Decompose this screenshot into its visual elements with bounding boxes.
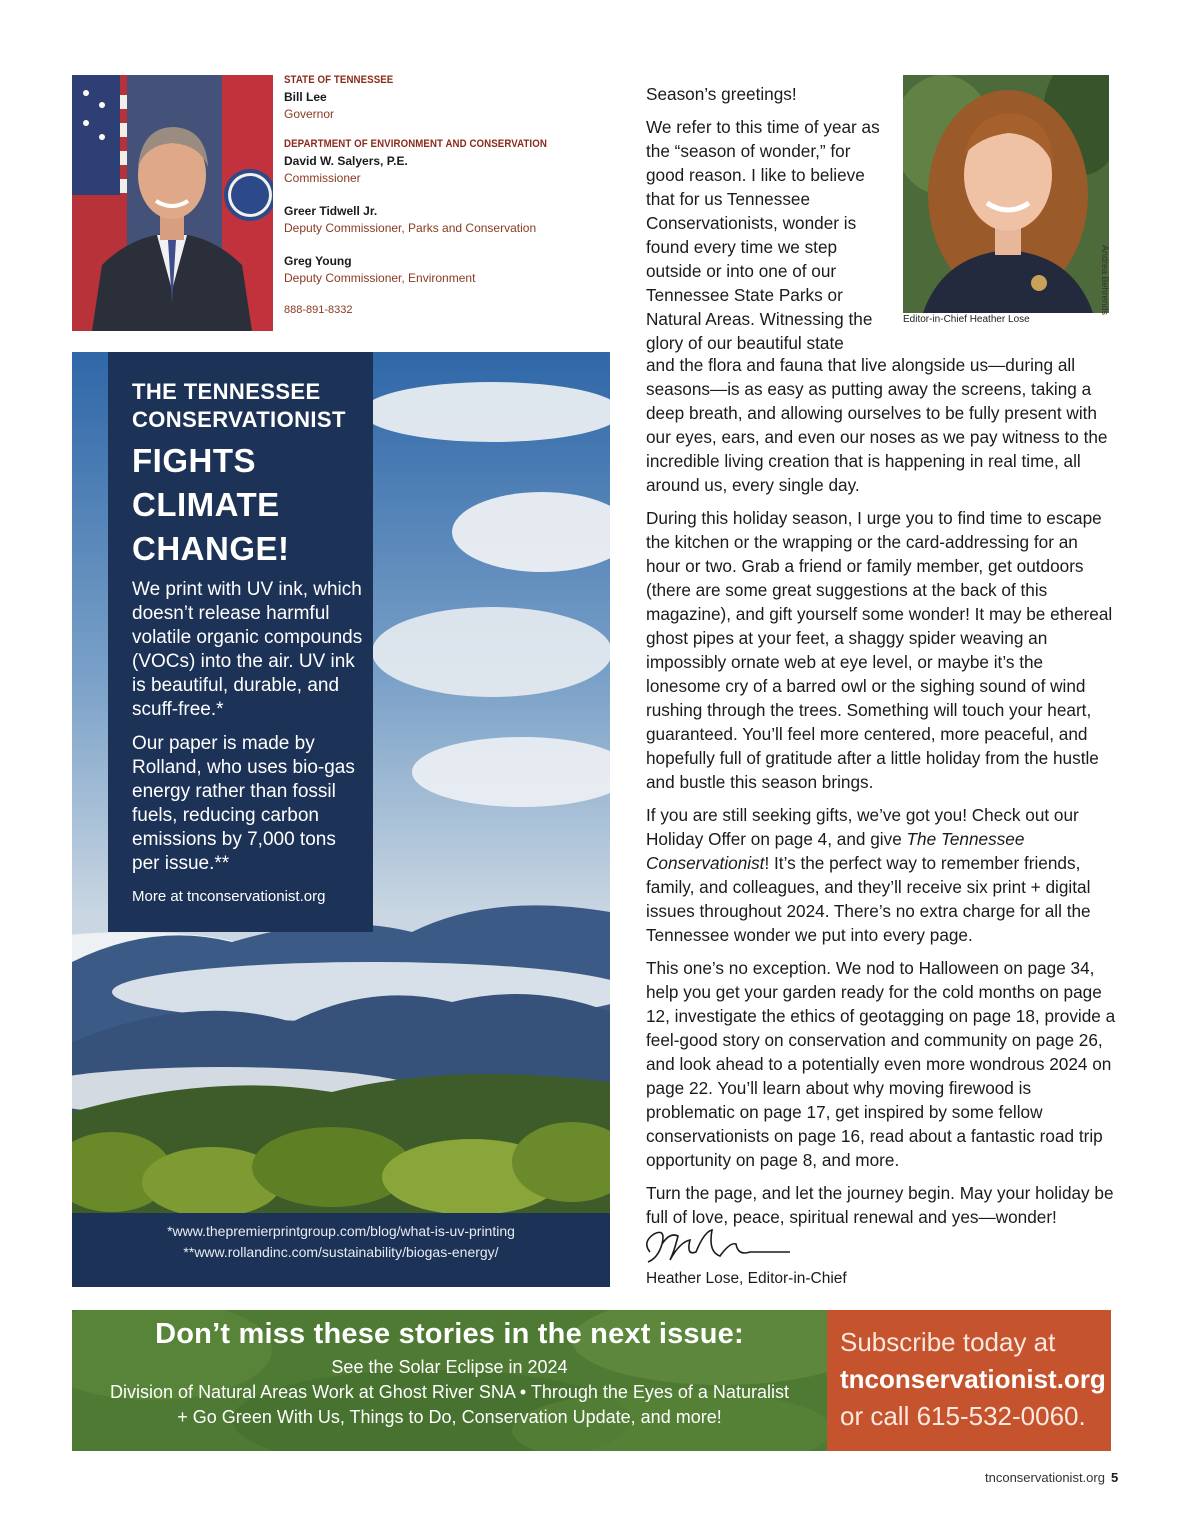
governor-title: Governor: [284, 107, 335, 121]
deputy2-title: Deputy Commissioner, Environment: [284, 271, 476, 285]
banner-story-2: Division of Natural Areas Work at Ghost River SNA • Through the Eyes of a Naturalist: [110, 1382, 789, 1402]
deputy1-name: Greer Tidwell Jr.: [284, 204, 378, 218]
letter-paragraph-5: Turn the page, and let the journey begin. May your holiday be full of love, peace, spiritual renewal and yes—wonder!: [646, 1183, 1114, 1227]
poster-big-line3: CHANGE!: [132, 530, 290, 567]
dept-org: DEPARTMENT OF ENVIRONMENT AND CONSERVATION: [284, 138, 547, 150]
letter-greeting: Season’s greetings!: [646, 84, 797, 104]
signature-icon: [640, 1222, 800, 1277]
poster-paper-paragraph: Our paper is made by Rolland, who uses bio-gas energy rather than fossil fuels, reducing carbon emissions by 7,000 tons per issue.**: [132, 733, 355, 874]
editor-photo-caption: Editor-in-Chief Heather Lose: [903, 314, 1030, 325]
poster-big-line2: CLIMATE: [132, 486, 280, 523]
next-issue-panel: [72, 1310, 827, 1451]
poster-more-link[interactable]: More at tnconservationist.org: [132, 888, 326, 905]
letter-paragraph-1-top: We refer to this time of year as the “season of wonder,” for good reason. I like to believe that for us Tennessee Conservationists, wonder is found every time we step outside or into one of our Tennessee State Parks or Natural Areas. Witnessing the glory of our beautiful state: [646, 117, 880, 353]
climate-info-box: [108, 352, 373, 932]
banner-headline: Don’t miss these stories in the next issue:: [155, 1318, 744, 1350]
subscribe-url-link[interactable]: tnconservationist.org: [840, 1364, 1106, 1394]
footer-site: tnconservationist.org: [985, 1470, 1105, 1485]
governor-name: Bill Lee: [284, 90, 327, 104]
p3-text-a: If you are still seeking gifts, we’ve got you! Check out our Holiday Offer on page 4, and give: [646, 805, 1079, 849]
subscribe-phone: or call 615-532-0060.: [840, 1401, 1086, 1431]
letter-paragraph-3: [646, 803, 1116, 947]
banner-story-3: + Go Green With Us, Things to Do, Conservation Update, and more!: [177, 1407, 722, 1427]
footnote-biogas-url[interactable]: **www.rollandinc.com/sustainability/biogas-energy/: [183, 1244, 499, 1260]
banner-story-1: See the Solar Eclipse in 2024: [331, 1357, 568, 1377]
letter-paragraph-2: During this holiday season, I urge you to find time to escape the kitchen or the wrapping or the card-addressing for an hour or two. Grab a friend or family member, get outdoors (there are some great suggestions at the back of this magazine), and gift yourself some wonder! It may be ethereal ghost pipes at your feet, a shaggy spider weaving an impossibly ornate web at eye level, or maybe it’s the lonesome cry of a barred owl or the sighing sound of wind rushing through the trees. Something will touch your heart, guaranteed. You’ll feel more centered, more peaceful, and hopefully full of gratitude after a little holiday from the hustle and bustle this season brings.: [646, 508, 1113, 792]
page-footer: [985, 1470, 1118, 1485]
poster-heading-line2: CONSERVATIONIST: [132, 407, 346, 432]
next-issue-banner: [72, 1310, 1111, 1451]
deputy1-title: Deputy Commissioner, Parks and Conservation: [284, 221, 537, 235]
poster-big-line1: FIGHTS: [132, 442, 256, 479]
masthead: [284, 74, 604, 316]
deputy2-name: Greg Young: [284, 254, 352, 268]
subscribe-line1: Subscribe today at: [840, 1327, 1056, 1357]
masthead-phone: 888-891-8332: [284, 304, 353, 316]
photo-credit: Andrea Behrends: [1100, 245, 1110, 316]
magazine-title: The Tennessee Conservationist: [646, 829, 1025, 873]
commissioner-title: Commissioner: [284, 171, 361, 185]
letter-paragraph-4: This one’s no exception. We nod to Halloween on page 34, help you get your garden ready for the cold months on page 12, investigate the ethics of geotagging on page 18, provide a feel-good story on conservation and community on page 26, and look ahead to a potentially even more wondrous 2024 on page 22. You’ll learn about why moving firewood is problematic on page 17, get inspired by some fellow conservationists on page 16, read about a fantastic road trip opportunity on page 8, and more.: [646, 958, 1116, 1170]
signer-name: Heather Lose, Editor-in-Chief: [646, 1270, 847, 1287]
state-org: STATE OF TENNESSEE: [284, 74, 394, 86]
letter-intro: [646, 82, 891, 355]
poster-uv-ink-paragraph: We print with UV ink, which doesn’t release harmful volatile organic compounds (VOCs) into the air. UV ink is beautiful, durable, and scuff-free.*: [132, 579, 363, 720]
letter-body: [646, 353, 1116, 1238]
p3-text-b: ! It’s the perfect way to remember friends, family, and colleagues, and they’ll receive six print + digital issues throughout 2024. There’s no extra charge for all the Tennessee wonder we put into every page.: [646, 853, 1091, 945]
footnote-uv-url[interactable]: *www.thepremierprintgroup.com/blog/what-is-uv-printing: [167, 1223, 515, 1239]
page-number: 5: [1110, 1470, 1119, 1485]
poster-heading-line1: THE TENNESSEE: [132, 379, 321, 404]
governor-photo: [72, 75, 273, 331]
subscribe-panel[interactable]: [827, 1310, 1111, 1451]
commissioner-name: David W. Salyers, P.E.: [284, 154, 408, 168]
climate-poster: [72, 352, 610, 1287]
poster-footnotes: [72, 1213, 610, 1287]
editor-photo: [903, 75, 1110, 316]
letter-paragraph-1-rest: and the flora and fauna that live alongside us—during all seasons—is as easy as putting away the screens, taking a deep breath, and allowing ourselves to be fully present with our eyes, ears, and even our noses as we pay witness to the incredible living creation that is happening in real time, all around us, every single day.: [646, 355, 1108, 495]
